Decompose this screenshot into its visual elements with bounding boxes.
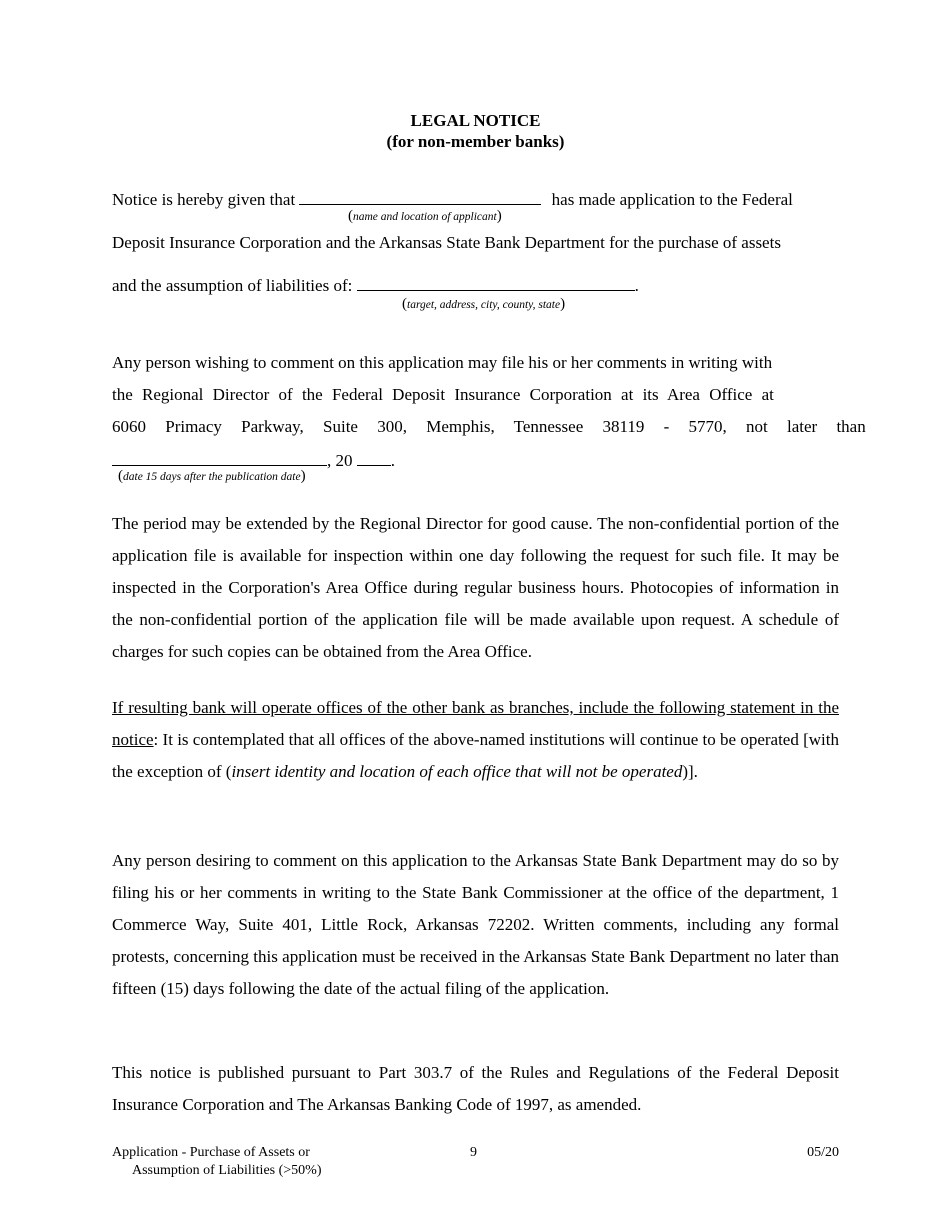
date-caption: (date 15 days after the publication date) <box>118 468 306 484</box>
branches-text: : It is contemplated that all offices of the above-named institutions will continue to be operated [with the exception of ( <box>112 730 839 781</box>
notice-line-3-end: . <box>634 276 639 295</box>
comment-line-4-end: . <box>390 451 395 470</box>
notice-line-1-start: Notice is hereby given that <box>112 190 296 209</box>
period-paragraph: The period may be extended by the Regional Director for good cause. The non-confidential portion of the application file is available for inspection within one day following the request for such file. It may be inspected in the Corporation's Area Office during regular business hours. Photocopies of information in the non-confidential portion of the application file will be made available upon request. A schedule of charges for such copies can be obtained from the Area Office. <box>112 514 839 661</box>
footer-left-line-2: Assumption of Liabilities (>50%) <box>132 1163 322 1178</box>
target-blank <box>357 272 635 291</box>
comment-line-2: the Regional Director of the Federal Deposit Insurance Corporation at its Area Office at <box>112 385 774 404</box>
applicant-caption: (name and location of applicant) <box>348 208 502 224</box>
target-caption: (target, address, city, county, state) <box>402 296 566 312</box>
footer-left-line-1: Application - Purchase of Assets or <box>112 1145 310 1160</box>
footer-date: 05/20 <box>807 1145 839 1160</box>
title-line-1: LEGAL NOTICE <box>410 111 541 130</box>
comment-year-prefix: , 20 <box>327 451 353 470</box>
published-paragraph: This notice is published pursuant to Part 303.7 of the Rules and Regulations of the Federal Deposit Insurance Corporation and The Arkansas Banking Code of 1997, as amended. <box>112 1063 839 1114</box>
branches-end: )]. <box>682 762 698 781</box>
comment-line-1: Any person wishing to comment on this application may file his or her comments in writing with <box>112 353 773 372</box>
branches-paragraph <box>112 692 839 788</box>
notice-line-3-start: and the assumption of liabilities of: <box>112 276 353 295</box>
year-blank <box>357 447 391 466</box>
branches-instruction: If resulting bank will operate offices of the other bank as branches, include the following statement in the notice <box>112 698 839 749</box>
applicant-blank <box>299 186 541 205</box>
state-paragraph: Any person desiring to comment on this application to the Arkansas State Bank Department may do so by filing his or her comments in writing to the State Bank Commissioner at the office of the department, 1 Commerce Way, Suite 401, Little Rock, Arkansas 72202. Written comments, including any formal protests, concerning this application must be received in the Arkansas State Bank Department no later than fifteen (15) days following the date of the actual filing of the application. <box>112 851 839 998</box>
notice-line-2: Deposit Insurance Corporation and the Arkansas State Bank Department for the purchase of assets <box>112 233 781 252</box>
comment-line-3: 6060 Primacy Parkway, Suite 300, Memphis, Tennessee 38119 - 5770, not later than <box>112 417 866 436</box>
branches-italic: insert identity and location of each office that will not be operated <box>231 762 683 781</box>
page-title <box>112 110 839 152</box>
title-line-2: (for non-member banks) <box>386 132 565 151</box>
footer-left <box>112 1144 322 1180</box>
page-number: 9 <box>470 1145 477 1160</box>
date-blank <box>112 447 327 466</box>
notice-line-1-end: has made application to the Federal <box>551 190 793 209</box>
